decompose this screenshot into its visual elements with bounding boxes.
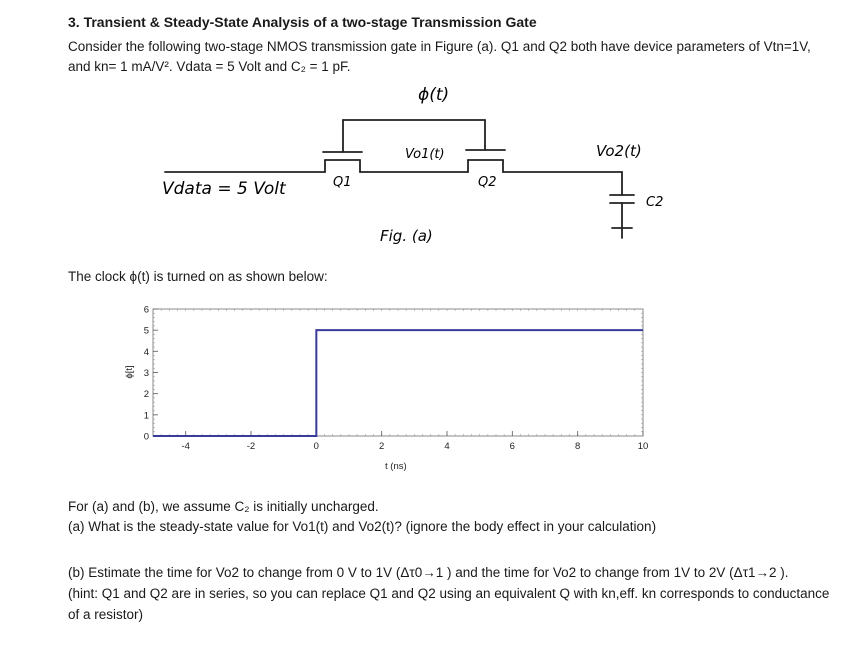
vdata-label: Vdata = 5 Volt xyxy=(162,179,286,199)
q2-label: Q2 xyxy=(478,175,497,190)
clock-series-line xyxy=(153,330,643,436)
intro-line-1: Consider the following two-stage NMOS transmission gate in Figure (a). Q1 and Q2 both have device parameters of Vtn=1V, xyxy=(68,39,811,54)
c2-label: C2 xyxy=(646,195,664,210)
hint-line-2: of a resistor) xyxy=(68,607,144,622)
clock-description: The clock ϕ(t) is turned on as shown below: xyxy=(68,269,328,284)
plot-frame xyxy=(153,309,643,436)
y-tick-label: 3 xyxy=(143,368,149,379)
q1-label: Q1 xyxy=(333,175,352,190)
problem-title: 3. Transient & Steady-State Analysis of a two-stage Transmission Gate xyxy=(68,14,537,30)
y-axis-label: ϕ[t] xyxy=(124,365,135,379)
x-tick-label: 0 xyxy=(313,441,319,452)
y-tick-label: 0 xyxy=(143,431,149,443)
x-tick-label: 6 xyxy=(509,441,515,452)
x-tick-label: 4 xyxy=(444,441,450,452)
vo1-label: Vo1(t) xyxy=(405,147,445,162)
x-tick-label: -2 xyxy=(246,441,256,452)
y-tick-label: 6 xyxy=(143,304,149,316)
x-tick-label: 2 xyxy=(379,441,385,452)
question-b: (b) Estimate the time for Vo2 to change from 0 V to 1V (Δτ0→1 ) and the time for Vo2 to change from 1V to 2V (Δτ1→2 ). xyxy=(68,565,789,580)
vo2-label: Vo2(t) xyxy=(596,142,642,160)
hint-line-1: (hint: Q1 and Q2 are in series, so you can replace Q1 and Q2 using an equivalent Q with kn,eff. kn corresponds to conductance xyxy=(68,586,830,601)
x-tick-label: 10 xyxy=(637,441,649,452)
question-a: (a) What is the steady-state value for Vo1(t) and Vo2(t)? (ignore the body effect in your calculation) xyxy=(68,519,657,534)
intro-line-2: and kn= 1 mA/V². Vdata = 5 Volt and C₂ = 1 pF. xyxy=(68,59,351,74)
assumption-text: For (a) and (b), we assume C₂ is initially uncharged. xyxy=(68,499,379,514)
x-axis-label: t (ns) xyxy=(385,461,407,472)
phi-label: ϕ(t) xyxy=(418,85,450,105)
x-tick-label: -4 xyxy=(181,441,190,452)
y-tick-label: 5 xyxy=(143,325,149,337)
x-tick-label: 8 xyxy=(575,441,581,452)
y-tick-label: 1 xyxy=(143,410,149,422)
y-tick-label: 4 xyxy=(143,346,149,358)
y-tick-label: 2 xyxy=(143,389,149,401)
figure-caption: Fig. (a) xyxy=(380,227,433,245)
